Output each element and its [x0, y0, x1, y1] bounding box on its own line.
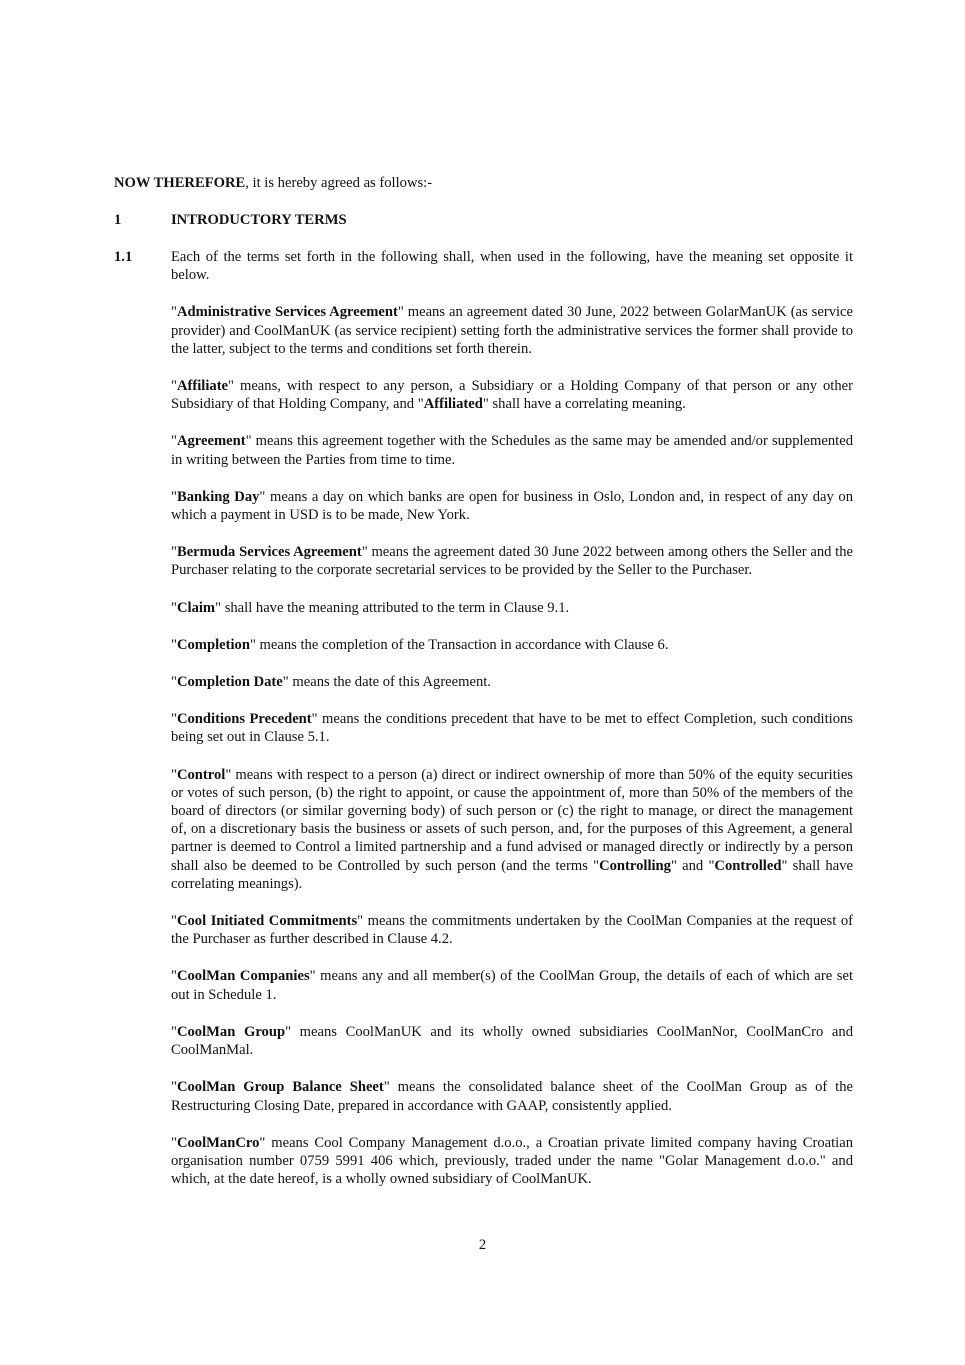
- defined-term: Administrative Services Agreement: [176, 304, 398, 321]
- intro-rest: , it is hereby agreed as follows:-: [245, 175, 433, 191]
- defined-term: Affiliated: [423, 396, 483, 413]
- defined-term: Completion Date: [176, 674, 283, 691]
- definition-affiliate: "Affiliate" means, with respect to any person, a Subsidiary or a Holding Company of that person or any other Subsidiary of that Holding Company, and "Affiliated" shall have a correlating meaning.: [171, 378, 853, 413]
- defined-term: Control: [176, 766, 226, 783]
- definition-completion-date: "Completion Date" means the date of this Agreement.: [171, 674, 491, 691]
- definition-administrative-services-agreement: "Administrative Services Agreement" means an agreement dated 30 June, 2022 between GolarManUK (as service provider) and CoolManUK (as service recipient) setting forth the administrative services the former shall provide to the latter, subject to the terms and conditions set forth therein.: [171, 304, 854, 357]
- defined-term: CoolMan Group: [176, 1023, 286, 1040]
- definition-cool-initiated-commitments: "Cool Initiated Commitments" means the commitments undertaken by the CoolMan Companies at the request of the Purchaser as further described in Clause 4.2.: [171, 913, 853, 948]
- defined-term: CoolManCro: [176, 1134, 260, 1151]
- definition-conditions-precedent: "Conditions Precedent" means the conditions precedent that have to be met to effect Completion, such conditions being set out in Clause 5.1.: [171, 711, 853, 746]
- definition-agreement: "Agreement" means this agreement together with the Schedules as the same may be amended and/or supplemented in writing between the Parties from time to time.: [171, 433, 853, 468]
- defined-term: Conditions Precedent: [176, 711, 312, 728]
- definition-coolman-companies: "CoolMan Companies" means any and all member(s) of the CoolMan Group, the details of each of which are set out in Schedule 1.: [171, 968, 853, 1003]
- page-number: 2: [478, 1237, 487, 1253]
- defined-term: Controlling: [599, 857, 671, 874]
- intro-line: [114, 174, 854, 192]
- defined-term: Cool Initiated Commitments: [176, 913, 358, 930]
- definition-completion: "Completion" means the completion of the Transaction in accordance with Clause 6.: [171, 636, 669, 653]
- section-number: 1: [114, 212, 122, 228]
- defined-term: Bermuda Services Agreement: [176, 544, 362, 561]
- defined-term: CoolMan Companies: [176, 968, 310, 985]
- definition-banking-day: "Banking Day" means a day on which banks are open for business in Oslo, London and, in respect of any day on which a payment in USD is to be made, New York.: [171, 488, 853, 524]
- clause-number: 1.1: [114, 249, 133, 265]
- section-title: INTRODUCTORY TERMS: [171, 212, 347, 228]
- definition-control: "Control" means with respect to a person (a) direct or indirect ownership of more than 50% of the equity securities or votes of such person, (b) the right to appoint, or cause the appointment of, more than 50% of the members of the board of directors (or similar governing body) of such person or (c) the right to manage, or direct the management of, on a discretionary basis the business or assets of such person, and, for the purposes of this Agreement, a general partner is deemed to Control a limited partnership and a fund advised or managed directly or indirectly by a person shall also be deemed to be Controlled by such person (and the terms "Controlling" and "Controlled" shall have correlating meanings).: [171, 766, 853, 892]
- definition-claim: "Claim" shall have the meaning attributed to the term in Clause 9.1.: [171, 599, 570, 616]
- clause-text: Each of the terms set forth in the following shall, when used in the following, have the meaning set opposite it below.: [171, 249, 853, 284]
- defined-term: Claim: [176, 599, 216, 616]
- definition-coolmancro: "CoolManCro" means Cool Company Management d.o.o., a Croatian private limited company having Croatian organisation number 0759 5991 406 which, previously, traded under the name "Golar Management d.o.o." and which, at the date hereof, is a wholly owned subsidiary of CoolManUK.: [171, 1134, 853, 1188]
- defined-term: Controlled: [714, 857, 782, 874]
- defined-term: Completion: [176, 636, 250, 653]
- defined-term: CoolMan Group Balance Sheet: [176, 1079, 384, 1096]
- intro-lead: NOW THEREFORE: [114, 175, 246, 191]
- clause-body: [171, 248, 853, 1207]
- definition-coolman-group: "CoolMan Group" means CoolManUK and its wholly owned subsidiaries CoolManNor, CoolManCro and CoolManMal.: [171, 1023, 853, 1059]
- definition-bermuda-services-agreement: "Bermuda Services Agreement" means the agreement dated 30 June 2022 between among others the Seller and the Purchaser relating to the corporate secretarial services to be provided by the Seller to the Purchaser.: [171, 544, 853, 579]
- defined-term: Banking Day: [176, 488, 260, 505]
- definition-coolman-group-balance-sheet: "CoolMan Group Balance Sheet" means the consolidated balance sheet of the CoolMan Group as of the Restructuring Closing Date, prepared in accordance with GAAP, consistently applied.: [171, 1079, 853, 1114]
- defined-term: Agreement: [176, 433, 246, 450]
- defined-term: Affiliate: [176, 378, 229, 395]
